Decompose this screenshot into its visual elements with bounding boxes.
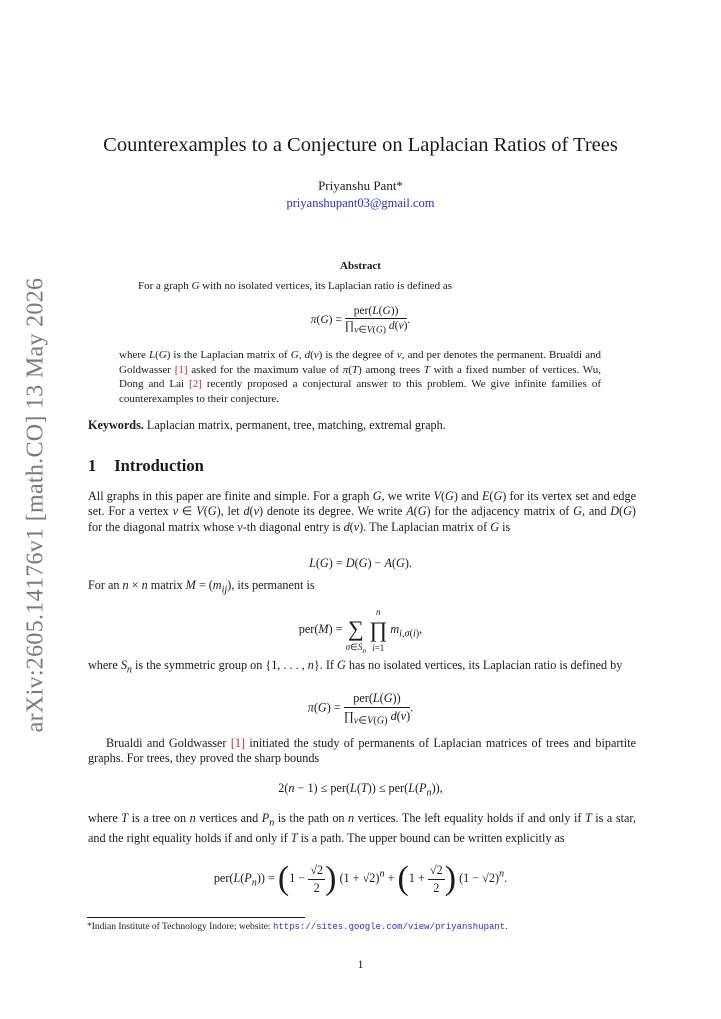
paper-title: Counterexamples to a Conjecture on Laplacian Ratios of Trees <box>103 134 618 156</box>
abstract-text: where L(G) is the Laplacian matrix of G, d(v) is the degree of v, and per denotes the permanent. Brualdi and Goldwasser [1] asked for the maximum value of π(T) among trees T with a fixed number of vertices. Wu, Dong and Lai [2] recently proposed a conjectural answer to this problem. We give infinite families of counterexamples to their conjecture. <box>119 349 602 405</box>
keywords-label: Keywords. <box>88 418 144 432</box>
citation-link[interactable]: [1] <box>174 363 188 376</box>
bounds-equation: $2(n - 1) \le per(L(T)) \le per(L(P_n))$, <box>278 781 443 799</box>
intro-paragraph-3: where $S_n$ is the symmetric group on {1, . . . , n}. If G has no isolated vertices, its Laplacian ratio is defined by <box>88 658 623 676</box>
intro-paragraph-2: For an n × n matrix $M = (m_{ij})$, its permanent is <box>88 578 315 596</box>
citation-link[interactable]: [1] <box>230 736 246 750</box>
keywords <box>88 418 648 433</box>
intro-paragraph-5: where T is a tree on n vertices and $P_n$ is the path on n vertices. The left equality holds if and only if T is a star, and the right equality holds if and only if T is a path. The upper bound can be written explicitly as <box>88 811 636 845</box>
keywords-text: Laplacian matrix, permanent, tree, matching, extremal graph. <box>146 418 446 432</box>
permanent-equation: per(M) = ∑ $\sigma\in S_n$ n ∏ i=1 $m_{i,\sigma(i)}$, <box>298 607 423 655</box>
footnote-url-link[interactable]: https://sites.google.com/view/priyanshupant <box>272 922 506 932</box>
abstract-heading: Abstract <box>340 260 381 272</box>
section-heading <box>88 456 204 476</box>
author-name: Priyanshu Pant* <box>318 178 403 193</box>
section-number: 1 <box>88 456 97 475</box>
footnote-rule <box>87 917 305 918</box>
arxiv-sidebar-stamp <box>6 277 66 733</box>
section-title: Introduction <box>114 456 204 475</box>
author-email-link[interactable]: priyanshupant03@gmail.com <box>286 196 435 210</box>
footnote: *Indian Institute of Technology Indore; website: https://sites.google.com/view/priyanshupant. <box>87 922 508 932</box>
path-permanent-equation: $per(L(P_n)) = (1$ − $\frac{√2}{2}$ ) $(1 + √2)^n + (1$ + $\frac{√2}{2}$ ) $(1 - √2)^n$. <box>213 860 508 897</box>
abstract-ratio-equation: π(G) = $\frac{\text{per(L(G))}}{\prod_{v\in V(G)} d(v)}$ . <box>310 305 411 336</box>
intro-paragraph-4: Brualdi and Goldwasser [1] initiated the study of permanents of Laplacian matrices of trees and bipartite graphs. For trees, they proved the sharp bounds <box>88 736 636 766</box>
page-number: 1 <box>357 957 364 971</box>
citation-link[interactable]: [2] <box>189 378 202 390</box>
laplacian-equation: L(G) = D(G) − A(G). <box>309 556 412 570</box>
ratio-equation: π(G) = $\frac{\text{per(L(G))}}{\prod_{v\in V(G)} d(v)}$ . <box>307 691 414 727</box>
arxiv-id: arXiv:2605.14176v1 [math.CO] 13 May 2026 <box>22 277 49 733</box>
abstract-intro: For a graph G with no isolated vertices, its Laplacian ratio is defined as <box>138 280 453 292</box>
intro-paragraph-1: All graphs in this paper are finite and simple. For a graph G, we write V(G) and E(G) for its vertex set and edge set. For a vertex v ∈ V(G), let d(v) denote its degree. We write A(G) for the adjacency matrix of G, and D(G) for the diagonal matrix whose v-th diagonal entry is d(v). The Laplacian matrix of G is <box>88 489 636 534</box>
footnote-text: *Indian Institute of Technology Indore; website: <box>87 922 273 932</box>
